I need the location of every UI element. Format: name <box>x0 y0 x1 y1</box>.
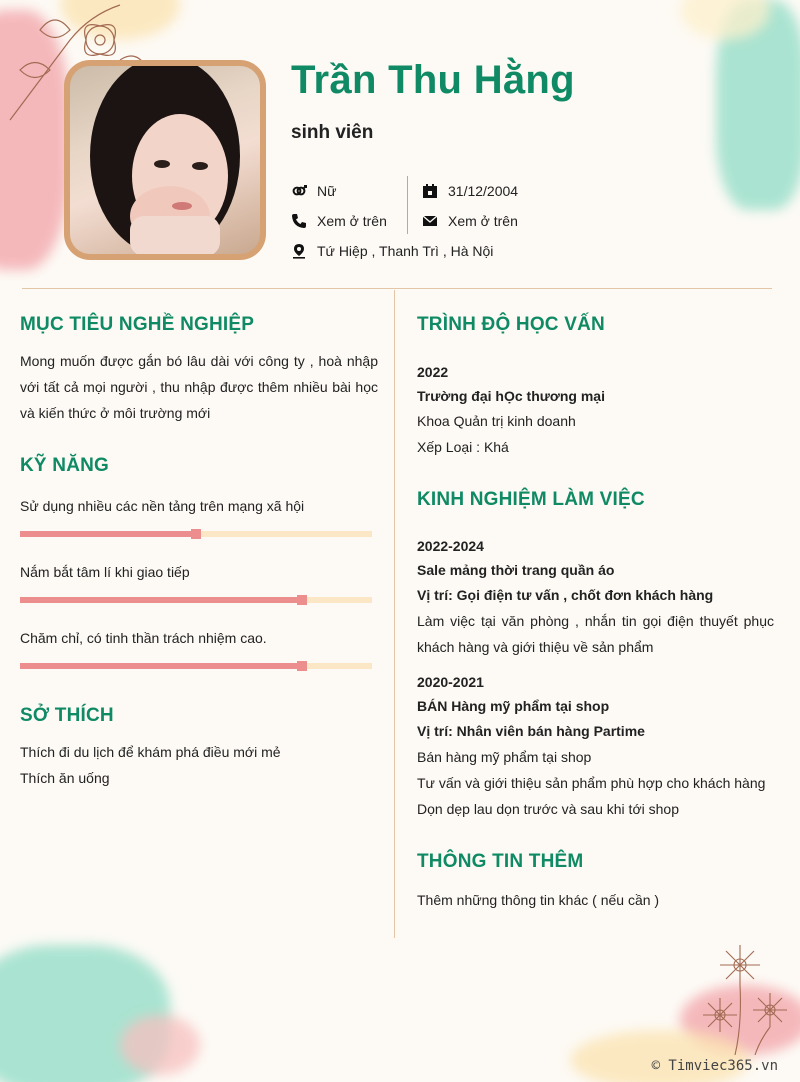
extra-info-text: Thêm những thông tin khác ( nếu cần ) <box>417 892 660 908</box>
gender-icon <box>291 183 307 199</box>
info-divider <box>407 176 408 234</box>
objective-text: Mong muốn được gắn bó lâu dài với công ty , hoà nhập với tất cả mọi người , thu nhập được thêm nhiều bài học và kiến thức ở môi trường mới <box>20 353 378 421</box>
skill-label-1: Sử dụng nhiều các nền tảng trên mạng xã hội <box>20 498 305 514</box>
hobbies-title: SỞ THÍCH <box>20 705 114 726</box>
header-divider <box>22 288 772 289</box>
job-position: Vị trí: Gọi điện tư vấn , chốt đơn khách hàng <box>417 587 714 603</box>
skill-label-3: Chăm chỉ, có tinh thần trách nhiệm cao. <box>20 630 267 646</box>
job-period: 2022-2024 <box>417 538 484 554</box>
birthday-value: 31/12/2004 <box>448 183 519 199</box>
job-description: Bán hàng mỹ phẩm tại shop <box>417 749 592 765</box>
skill-bar-3 <box>20 663 372 669</box>
column-divider <box>394 290 395 938</box>
experience-title: KINH NGHIỆM LÀM VIỆC <box>417 489 645 510</box>
job-position: Vị trí: Nhân viên bán hàng Partime <box>417 723 645 739</box>
flower-bottom-decoration-icon <box>680 935 800 1055</box>
envelope-icon <box>422 213 438 229</box>
job-description: Làm việc tại văn phòng , nhắn tin gọi điện thuyết phục khách hàng và giới thiệu về sản phẩm <box>417 613 774 655</box>
skill-bar-2 <box>20 597 372 603</box>
skill-bar-knob <box>297 661 307 671</box>
email-value: Xem ở trên <box>448 213 518 229</box>
hobby-item: Thích đi du lịch để khám phá điều mới mẻ <box>20 744 281 760</box>
job-description: Dọn dẹp lau dọn trước và sau khi tới shop <box>417 801 679 817</box>
education-year: 2022 <box>417 364 449 380</box>
phone-icon <box>291 213 307 229</box>
skills-title: KỸ NĂNG <box>20 455 110 476</box>
education-title: TRÌNH ĐỘ HỌC VẤN <box>417 314 605 335</box>
job-company: BÁN Hàng mỹ phẩm tại shop <box>417 698 610 714</box>
candidate-name: Trần Thu Hằng <box>291 58 575 102</box>
phone-value: Xem ở trên <box>317 213 387 229</box>
skill-bar-1 <box>20 531 372 537</box>
skill-bar-fill <box>20 597 302 603</box>
calendar-icon <box>422 183 438 199</box>
phone-row <box>291 213 387 229</box>
education-grade: Xếp Loại : Khá <box>417 439 509 455</box>
education-school: Trường đại hỌc thương mại <box>417 388 605 404</box>
avatar <box>64 60 266 260</box>
address-value: Tứ Hiệp , Thanh Trì , Hà Nội <box>317 243 494 259</box>
hobby-item: Thích ăn uống <box>20 770 110 786</box>
skill-bar-knob <box>297 595 307 605</box>
skill-bar-fill <box>20 663 302 669</box>
watercolor-pink-bottom-left <box>120 1015 200 1075</box>
location-pin-icon <box>291 243 307 259</box>
profile-photo <box>70 66 260 254</box>
gender-value: Nữ <box>317 183 337 199</box>
job-company: Sale mảng thời trang quần áo <box>417 562 615 578</box>
skill-bar-knob <box>191 529 201 539</box>
email-row <box>422 213 518 229</box>
skill-label-2: Nắm bắt tâm lí khi giao tiếp <box>20 564 190 580</box>
skill-bar-fill <box>20 531 196 537</box>
objective-title: MỤC TIÊU NGHỀ NGHIỆP <box>20 314 255 335</box>
watermark: © Timviec365.vn <box>651 1058 778 1074</box>
job-period: 2020-2021 <box>417 674 484 690</box>
address-row <box>291 243 493 259</box>
birthday-row <box>422 183 518 199</box>
job-description: Tư vấn và giới thiệu sản phẩm phù hợp cho khách hàng <box>417 775 766 791</box>
education-faculty: Khoa Quản trị kinh doanh <box>417 413 576 429</box>
gender-row <box>291 183 336 199</box>
candidate-role: sinh viên <box>291 122 374 143</box>
extra-info-title: THÔNG TIN THÊM <box>417 851 584 872</box>
